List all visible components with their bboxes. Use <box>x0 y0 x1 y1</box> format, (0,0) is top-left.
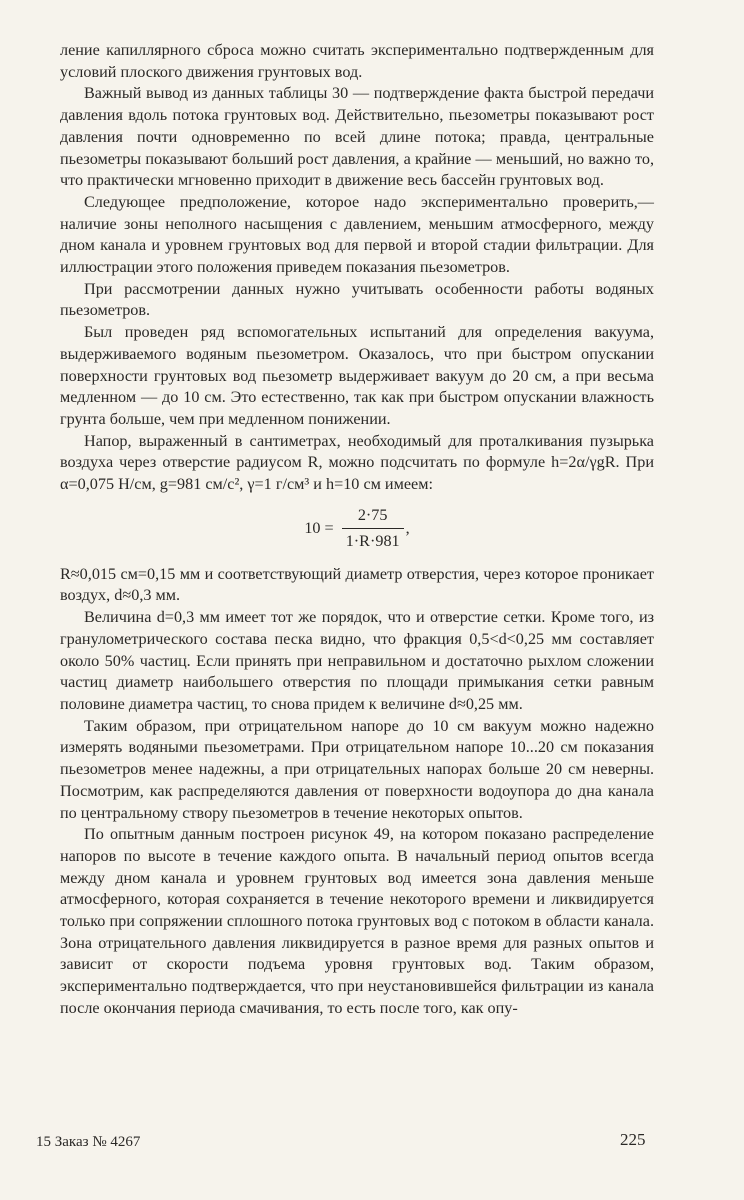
body-text <box>60 40 654 1020</box>
paragraph-7: R≈0,015 см=0,15 мм и соответствующий диаметр отверстия, через которое проникает воздух, d≈0,3 мм. <box>60 564 654 605</box>
formula-denominator: 1·R·981 <box>345 532 400 551</box>
paragraph-10: По опытным данным построен рисунок 49, на котором показано распределение напоров по высоте в течение каждого опыта. В начальный период опытов всегда между дном канала и уровнем грунтовых вод имеется зона давления меньше атмосферного, которая сохраняется в течение некоторого времени и ликвидируется только при сопряжении сплошного потока грунтовых вод с потоком в области канала. Зона отрицательного давления ликвидируется в разное время для разных опытов и зависит от скорости подъема уровня грунтовых вод. Таким образом, экспериментально подтверждается, что при неустановившейся фильтрации из канала после окончания периода смачивания, то есть после того, как опу- <box>60 825 654 1017</box>
paragraph-8: Величина d=0,3 мм имеет тот же порядок, что и отверстие сетки. Кроме того, из гранулометрического состава песка видно, что фракция 0,5<d<0,25 мм составляет около 50% частиц. Если принять при неправильном и достаточно рыхлом сложении частиц диаметр наибольшего отверстия по площади примыкания сетки равным половине диаметра частиц, то снова придем к величине d≈0,25 мм. <box>60 608 654 713</box>
formula-comma: , <box>405 518 410 537</box>
paragraph-2: Важный вывод из данных таблицы 30 — подтверждение факта быстрой передачи давления вдоль потока грунтовых вод. Действительно, пьезометры показывают рост давления почти одновременно по всей длине потока; правда, центральные пьезометры показывают больший рост давления, а крайние — меньший, но важно то, что практически мгновенно приходит в движение весь бассейн грунтовых вод. <box>60 84 654 190</box>
page-number: 225 <box>620 1130 646 1149</box>
paragraph-1: ление капиллярного сброса можно считать экспериментально подтвержденным для условий плоского движения грунтовых вод. <box>60 41 654 81</box>
formula-fraction <box>342 505 404 553</box>
formula-lhs: 10 = <box>304 518 334 537</box>
paragraph-5: Был проведен ряд вспомогательных испытаний для определения вакуума, выдерживаемого водяным пьезометром. Оказалось, что при быстром опускании поверхности грунтовых вод пьезометр выдерживает вакуум до 20 см, а при весьма медленном — до 10 см. Это естественно, так как при быстром опускании влажность грунта больше, чем при медленном понижении. <box>60 323 654 428</box>
paragraph-6: Напор, выраженный в сантиметрах, необходимый для проталкивания пузырька воздуха через отверстие радиусом R, можно подсчитать по формуле h=2α/γgR. При α=0,075 Н/см, g=981 см/с², γ=1 г/см³ и h=10 см имеем: <box>60 431 654 494</box>
printer-signature: 15 Заказ № 4267 <box>36 1134 141 1150</box>
paragraph-4: При рассмотрении данных нужно учитывать особенности работы водяных пьезометров. <box>60 279 654 320</box>
paragraph-3: Следующее предположение, которое надо экспериментально проверить,— наличие зоны неполного насыщения с давлением, меньшим атмосферного, между дном канала и уровнем грунтовых вод для первой и второй стадии фильтрации. Для иллюстрации этого положения приведем показания пьезометров. <box>60 192 654 277</box>
formula <box>60 500 654 558</box>
formula-numerator: 2·75 <box>357 505 388 524</box>
paragraph-9: Таким образом, при отрицательном напоре до 10 см вакуум можно надежно измерять водяными пьезометрами. При отрицательном напоре 10...20 см показания пьезометров менее надежны, а при отрицательных напорах больше 20 см неверны. Посмотрим, как распределяются давления от поверхности водоупора до дна канала по центральному створу пьезометров в течение некоторых опытов. <box>60 716 654 822</box>
